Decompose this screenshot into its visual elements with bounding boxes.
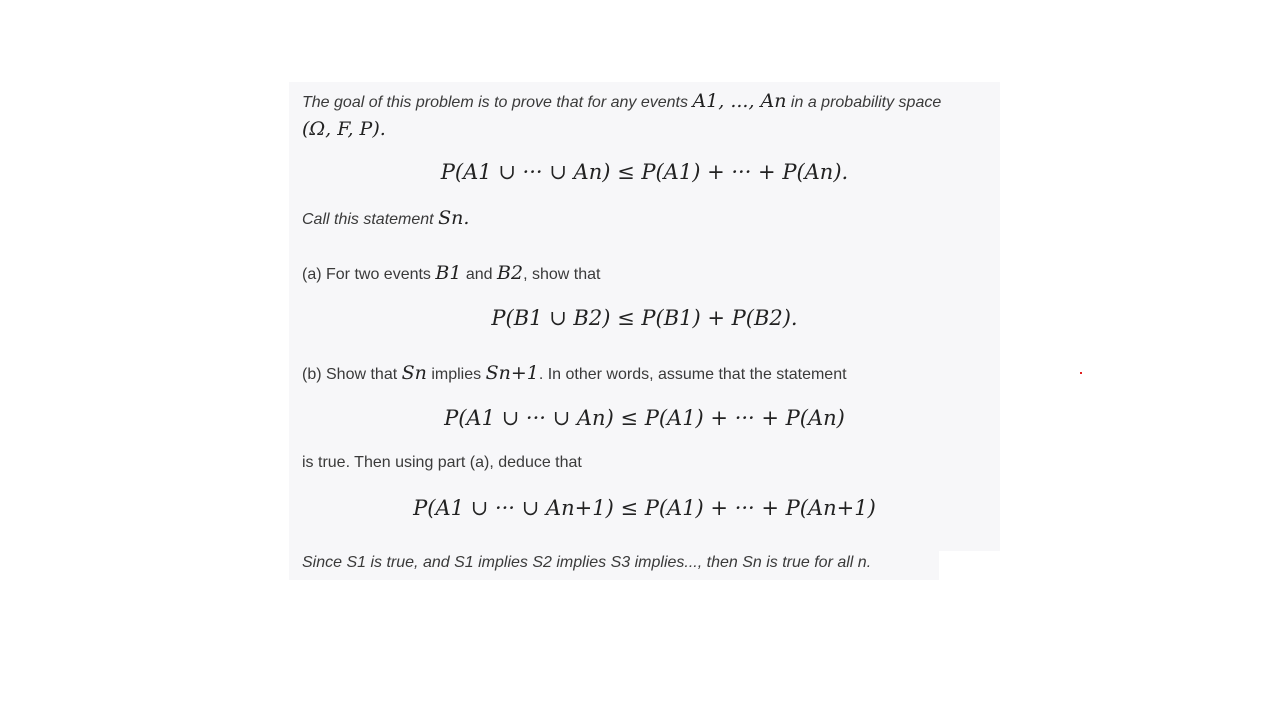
- part-b-sn: Sn: [401, 362, 427, 384]
- probability-space-line: [302, 118, 386, 142]
- part-a-line: [302, 262, 600, 286]
- call-statement-line: [302, 207, 469, 231]
- part-a-b1: B1: [435, 262, 462, 284]
- panel-corner-cutout: [939, 551, 1000, 580]
- part-b-line: [302, 362, 847, 386]
- probability-space-math: (Ω, F, P).: [302, 118, 386, 140]
- conclusion-line: Since S1 is true, and S1 implies S2 implies S3 implies..., then Sn is true for all n.: [302, 554, 872, 571]
- part-b-implies: implies: [426, 366, 486, 383]
- part-b-rest: . In other words, assume that the statement: [538, 366, 847, 383]
- intro-line: [302, 90, 941, 114]
- stray-red-dot: [1080, 372, 1082, 374]
- part-a-rest: , show that: [523, 266, 601, 283]
- part-b-sn1: Sn+1: [485, 362, 539, 384]
- call-statement-text: Call this statement: [302, 211, 439, 228]
- part-a-inequality: P(B1 ∪ B2) ≤ P(B1) + P(B2).: [491, 306, 798, 330]
- part-b-label: (b) Show that: [302, 366, 402, 383]
- call-statement-symbol: Sn.: [438, 207, 470, 229]
- part-b-inequality: P(A1 ∪ ··· ∪ An) ≤ P(A1) + ··· + P(An): [444, 406, 845, 430]
- intro-text-after: in a probability space: [786, 94, 942, 111]
- intro-text-before: The goal of this problem is to prove that for any events: [302, 94, 693, 111]
- part-a-label: (a) For two events: [302, 266, 436, 283]
- part-a-b2: B2: [497, 262, 524, 284]
- part-b-inequality-next: P(A1 ∪ ··· ∪ An+1) ≤ P(A1) + ··· + P(An+1): [413, 496, 876, 520]
- intro-events-math: A1, ..., An: [692, 90, 787, 112]
- main-inequality: P(A1 ∪ ··· ∪ An) ≤ P(A1) + ··· + P(An).: [440, 160, 849, 184]
- part-a-and: and: [461, 266, 498, 283]
- problem-panel: [289, 82, 1000, 580]
- part-b-is-true-line: is true. Then using part (a), deduce that: [302, 454, 582, 471]
